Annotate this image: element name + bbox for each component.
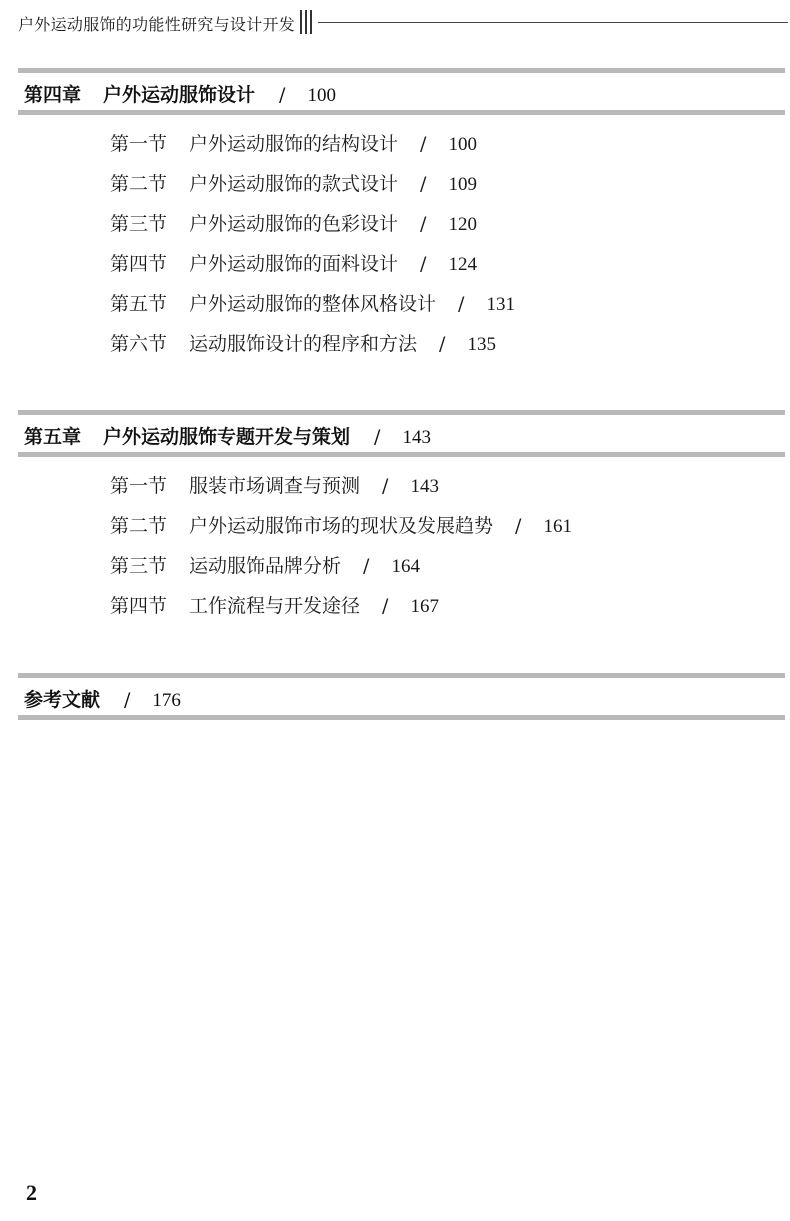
section-title: 户外运动服饰市场的现状及发展趋势	[189, 515, 494, 537]
chapter-title-line[interactable]	[24, 80, 336, 107]
page-separator: /	[420, 253, 427, 275]
section-number: 第四节	[110, 595, 168, 617]
section-number: 第一节	[110, 475, 168, 497]
toc-section[interactable]	[110, 244, 515, 284]
references-title-line[interactable]	[24, 685, 181, 712]
chapter-rule-top	[18, 410, 785, 415]
section-number: 第二节	[110, 173, 168, 195]
toc-section[interactable]	[110, 506, 572, 546]
references-page-number: 176	[152, 690, 181, 711]
header-ornament-bars	[300, 10, 316, 34]
page-separator: /	[420, 133, 427, 155]
chapter-page-number: 143	[402, 427, 431, 448]
section-number: 第五节	[110, 293, 168, 315]
running-header	[18, 8, 788, 38]
chapter-title: 户外运动服饰设计	[103, 84, 256, 106]
toc-section[interactable]	[110, 124, 515, 164]
chapter-rule-top	[18, 68, 785, 73]
chapter-number: 第五章	[24, 426, 82, 448]
chapter-rule-bottom	[18, 110, 785, 115]
section-title: 服装市场调查与预测	[189, 475, 361, 497]
toc-section[interactable]	[110, 204, 515, 244]
section-page-number: 131	[486, 294, 515, 315]
section-number: 第三节	[110, 555, 168, 577]
running-title: 户外运动服饰的功能性研究与设计开发	[18, 15, 296, 34]
page-separator: /	[374, 426, 381, 448]
toc-section[interactable]	[110, 546, 572, 586]
section-page-number: 124	[448, 254, 477, 275]
toc-section[interactable]	[110, 164, 515, 204]
chapter-heading	[18, 68, 785, 116]
toc-section[interactable]	[110, 466, 572, 506]
chapter-heading	[18, 410, 785, 458]
page-separator: /	[382, 595, 389, 617]
references-rule-top	[18, 673, 785, 678]
section-title: 户外运动服饰的色彩设计	[189, 213, 399, 235]
page-separator: /	[458, 293, 465, 315]
references-title: 参考文献	[24, 689, 101, 711]
references-rule-bottom	[18, 715, 785, 720]
section-number: 第六节	[110, 333, 168, 355]
section-title: 运动服饰品牌分析	[189, 555, 342, 577]
page-separator: /	[515, 515, 522, 537]
section-number: 第四节	[110, 253, 168, 275]
section-number: 第一节	[110, 133, 168, 155]
section-page-number: 164	[391, 556, 420, 577]
chapter-title: 户外运动服饰专题开发与策划	[103, 426, 351, 448]
page-separator: /	[439, 333, 446, 355]
section-page-number: 167	[410, 596, 439, 617]
section-page-number: 109	[448, 174, 477, 195]
chapter-rule-bottom	[18, 452, 785, 457]
section-number: 第二节	[110, 515, 168, 537]
toc-section[interactable]	[110, 324, 515, 364]
toc-section[interactable]	[110, 586, 572, 626]
page-separator: /	[420, 213, 427, 235]
references-heading	[18, 673, 785, 721]
page-separator: /	[279, 84, 286, 106]
section-title: 户外运动服饰的结构设计	[189, 133, 399, 155]
toc-section[interactable]	[110, 284, 515, 324]
chapter-title-line[interactable]	[24, 422, 431, 449]
section-page-number: 120	[448, 214, 477, 235]
section-page-number: 143	[410, 476, 439, 497]
page-folio: 2	[26, 1180, 37, 1205]
section-title: 工作流程与开发途径	[189, 595, 361, 617]
page-separator: /	[382, 475, 389, 497]
section-list	[110, 466, 572, 626]
section-page-number: 100	[448, 134, 477, 155]
section-page-number: 161	[543, 516, 572, 537]
header-rule	[318, 22, 788, 23]
page-separator: /	[124, 689, 131, 711]
chapter-number: 第四章	[24, 84, 82, 106]
page-separator: /	[363, 555, 370, 577]
section-number: 第三节	[110, 213, 168, 235]
section-list	[110, 124, 515, 364]
section-title: 户外运动服饰的整体风格设计	[189, 293, 437, 315]
section-title: 户外运动服饰的面料设计	[189, 253, 399, 275]
section-title: 户外运动服饰的款式设计	[189, 173, 399, 195]
page-separator: /	[420, 173, 427, 195]
section-page-number: 135	[467, 334, 496, 355]
chapter-page-number: 100	[307, 85, 336, 106]
section-title: 运动服饰设计的程序和方法	[189, 333, 418, 355]
